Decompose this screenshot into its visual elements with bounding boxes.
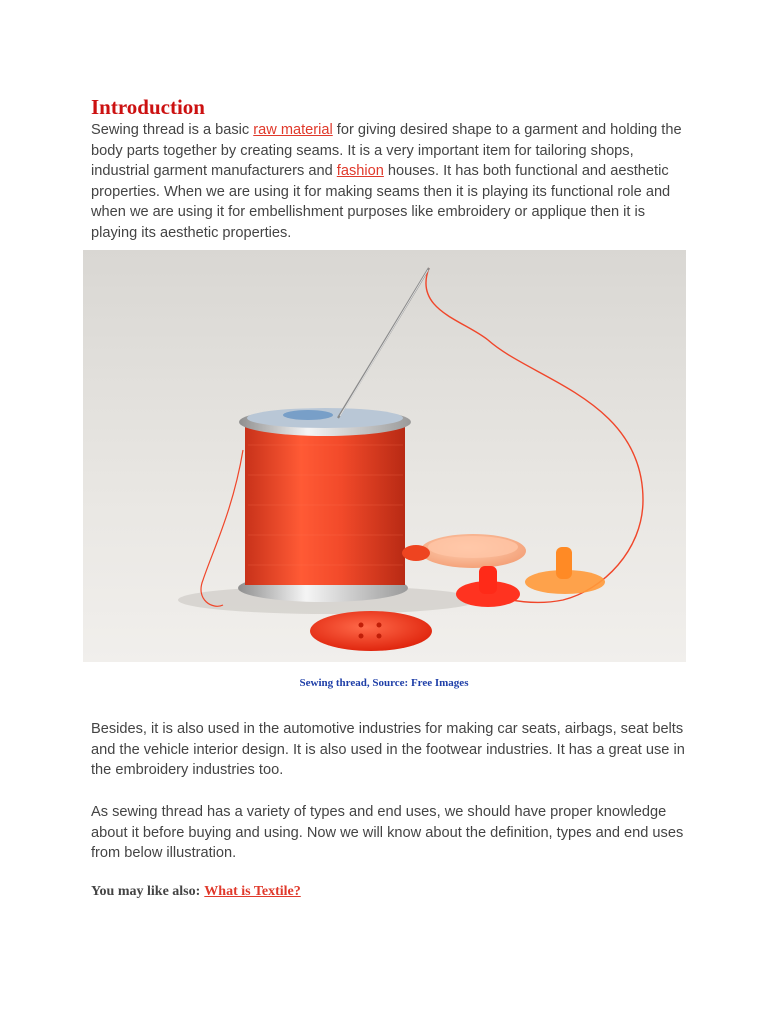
section-heading: Introduction bbox=[91, 95, 205, 119]
what-is-textile-link[interactable]: What is Textile? bbox=[204, 884, 301, 899]
paragraph-types: As sewing thread has a variety of types and end uses, we should have proper knowledge about it before buying and using. Now we will know about the definition, types and end uses from below illustration. bbox=[91, 804, 684, 861]
intro-text-1: Sewing thread is a basic bbox=[91, 122, 254, 138]
figure-caption: Sewing thread, Source: Free Images bbox=[299, 677, 469, 689]
intro-paragraph bbox=[91, 120, 691, 243]
related-label: You may like also: bbox=[91, 884, 201, 899]
raw-material-link[interactable]: raw material bbox=[253, 122, 333, 138]
sewing-thread-photo bbox=[83, 250, 686, 662]
intro-text-2: for giving desired shape to a garment and holding the body parts together by creating seams. It is a very important item for tailoring shops, industrial garment manufacturers and bbox=[91, 122, 682, 179]
related-article bbox=[91, 884, 301, 900]
paragraph-automotive: Besides, it is also used in the automotive industries for making car seats, airbags, seat belts and the vehicle interior design. It is also used in the footwear industries. It has a great use in the embroidery industries too. bbox=[91, 721, 685, 778]
fashion-link[interactable]: fashion bbox=[336, 163, 384, 179]
intro-text-3: houses. It has both functional and aesthetic properties. When we are using it for making seams then it is playing its functional role and when we are using it for embellishment purposes like embroidery or applique then it is playing its aesthetic properties. bbox=[91, 163, 671, 241]
